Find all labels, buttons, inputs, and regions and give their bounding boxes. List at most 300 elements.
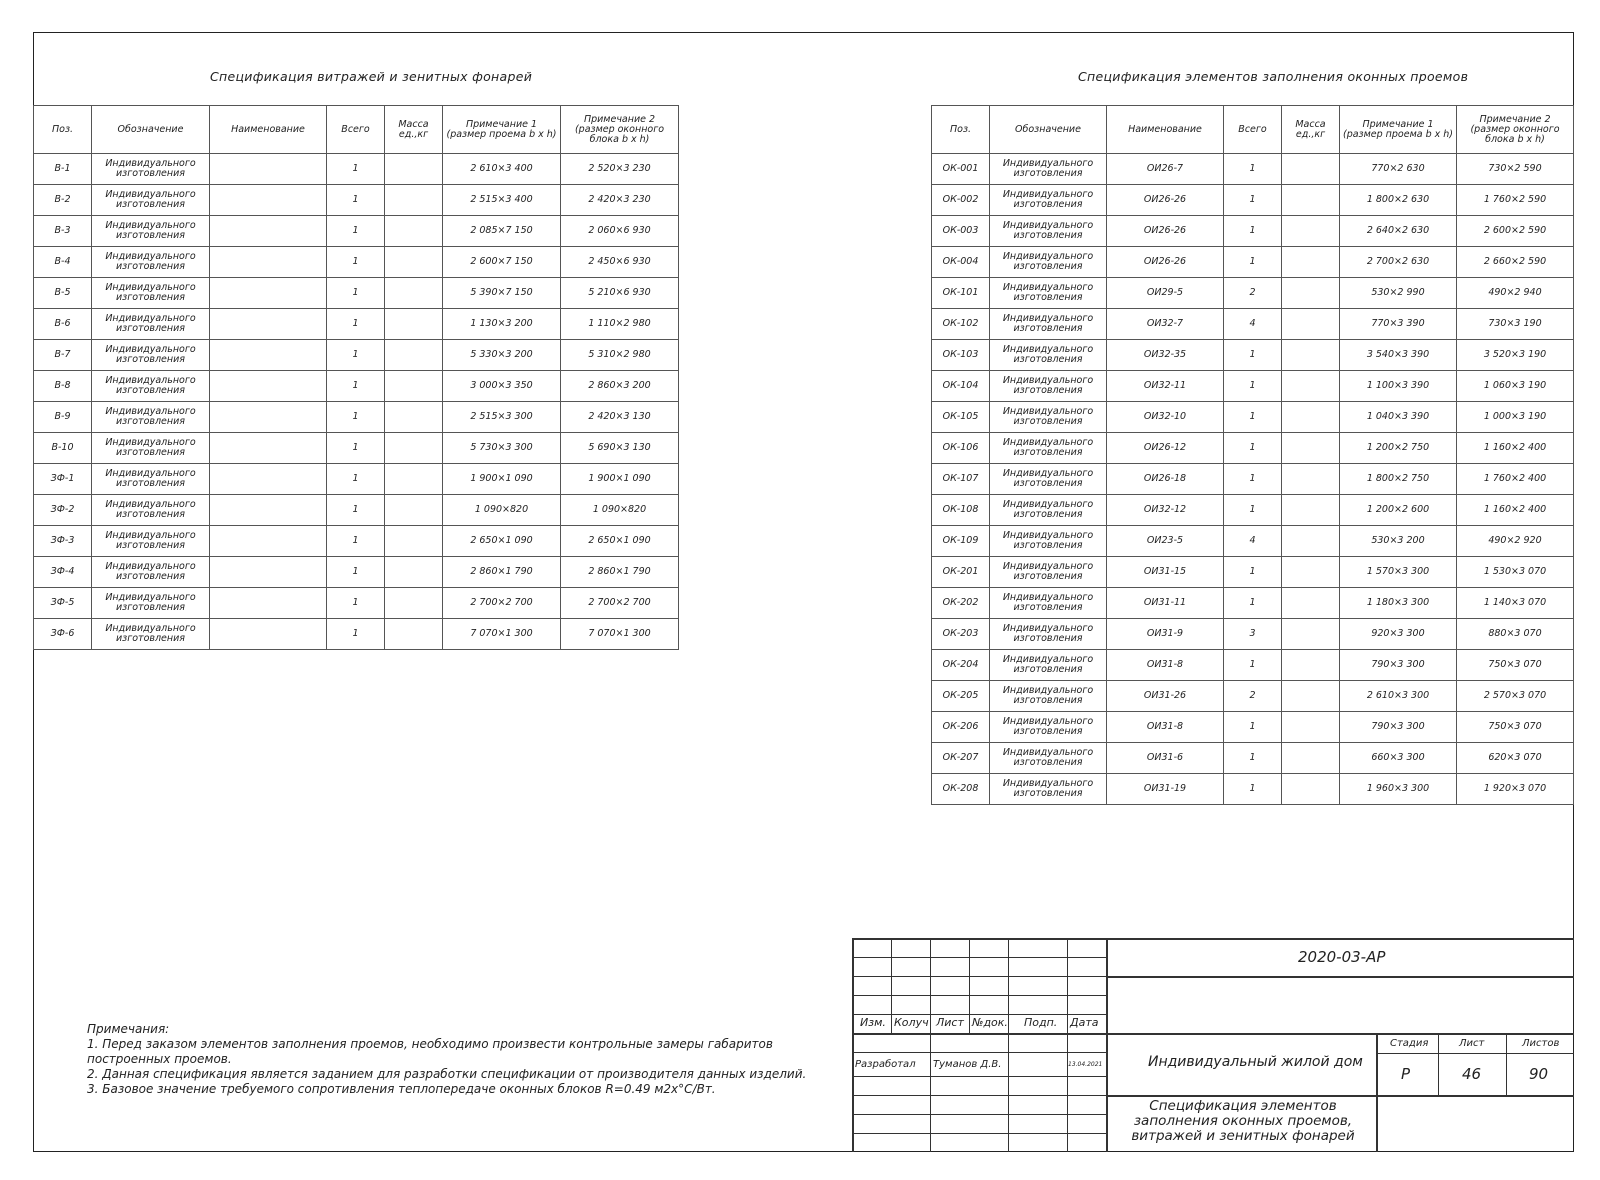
table-cell: 1 xyxy=(1224,774,1282,805)
table-cell: 2 860×1 790 xyxy=(443,557,561,588)
table-cell: Индивидуального изготовления xyxy=(990,154,1107,185)
table-cell: ОК-108 xyxy=(932,495,990,526)
table-cell xyxy=(210,371,327,402)
table-cell xyxy=(210,495,327,526)
table-cell: 2 515×3 400 xyxy=(443,185,561,216)
table-cell: 880×3 070 xyxy=(1457,619,1574,650)
table-cell: 1 xyxy=(327,402,385,433)
table-cell xyxy=(1282,619,1340,650)
table-cell xyxy=(1282,712,1340,743)
table-row xyxy=(932,526,1574,557)
col-header-list: Лист xyxy=(936,1016,964,1029)
table-row xyxy=(932,309,1574,340)
table-cell: 2 xyxy=(1224,681,1282,712)
table-row xyxy=(932,278,1574,309)
table-cell: Индивидуального изготовления xyxy=(92,154,210,185)
table-cell xyxy=(210,588,327,619)
table-cell xyxy=(1282,154,1340,185)
table-cell: ОК-201 xyxy=(932,557,990,588)
notes-block xyxy=(87,1022,847,1097)
table-cell: 2 085×7 150 xyxy=(443,216,561,247)
table-cell: 2 xyxy=(1224,278,1282,309)
table-cell: 1 570×3 300 xyxy=(1340,557,1457,588)
table-cell: 1 xyxy=(327,526,385,557)
table-cell xyxy=(385,557,443,588)
table-row xyxy=(34,154,679,185)
table-cell: ОК-206 xyxy=(932,712,990,743)
table-cell xyxy=(385,619,443,650)
table-cell: Индивидуального изготовления xyxy=(92,185,210,216)
table-cell: 1 xyxy=(1224,588,1282,619)
table-row xyxy=(932,588,1574,619)
table-cell xyxy=(385,464,443,495)
table-cell xyxy=(210,278,327,309)
table-cell: Индивидуального изготовления xyxy=(92,526,210,557)
table-cell: 1 160×2 400 xyxy=(1457,495,1574,526)
table-cell xyxy=(385,340,443,371)
right-table-title: Спецификация элементов заполнения оконных проемов xyxy=(1078,69,1469,84)
left-spec-table xyxy=(33,105,679,650)
table-cell: 1 xyxy=(1224,464,1282,495)
sheets-value: 90 xyxy=(1529,1065,1549,1083)
column-header: Поз. xyxy=(932,106,990,154)
table-cell: 1 xyxy=(1224,495,1282,526)
table-cell: В-4 xyxy=(34,247,92,278)
table-cell: Индивидуального изготовления xyxy=(92,247,210,278)
table-row xyxy=(932,650,1574,681)
table-cell xyxy=(385,402,443,433)
table-cell: Индивидуального изготовления xyxy=(990,278,1107,309)
table-cell xyxy=(210,216,327,247)
table-row xyxy=(932,371,1574,402)
table-cell xyxy=(1282,526,1340,557)
table-cell: 1 xyxy=(327,495,385,526)
table-row xyxy=(932,681,1574,712)
table-cell: Индивидуального изготовления xyxy=(990,712,1107,743)
table-cell xyxy=(1282,340,1340,371)
table-cell xyxy=(1282,743,1340,774)
table-cell: 1 000×3 190 xyxy=(1457,402,1574,433)
table-cell: 2 420×3 230 xyxy=(561,185,679,216)
table-row xyxy=(932,495,1574,526)
table-cell: Индивидуального изготовления xyxy=(990,464,1107,495)
table-cell: Индивидуального изготовления xyxy=(990,340,1107,371)
table-cell: В-6 xyxy=(34,309,92,340)
table-cell: 660×3 300 xyxy=(1340,743,1457,774)
table-cell: 1 900×1 090 xyxy=(443,464,561,495)
table-cell xyxy=(385,154,443,185)
table-cell: 1 xyxy=(1224,340,1282,371)
table-cell: 750×3 070 xyxy=(1457,712,1574,743)
col-header-ndok: №док. xyxy=(972,1016,1008,1029)
table-cell: 1 xyxy=(327,185,385,216)
table-cell xyxy=(385,185,443,216)
table-cell: ОИ26-26 xyxy=(1107,247,1224,278)
table-row xyxy=(932,185,1574,216)
table-cell: Индивидуального изготовления xyxy=(990,650,1107,681)
table-cell: 730×3 190 xyxy=(1457,309,1574,340)
table-cell xyxy=(1282,371,1340,402)
table-cell xyxy=(385,495,443,526)
table-cell: Индивидуального изготовления xyxy=(92,588,210,619)
column-header: Масса ед.,кг xyxy=(1282,106,1340,154)
table-cell: ОК-004 xyxy=(932,247,990,278)
table-cell: ЗФ-6 xyxy=(34,619,92,650)
table-cell xyxy=(1282,588,1340,619)
table-cell: ОИ31-11 xyxy=(1107,588,1224,619)
table-cell: 1 xyxy=(1224,712,1282,743)
table-row xyxy=(34,278,679,309)
table-cell: ОК-105 xyxy=(932,402,990,433)
column-header: Примечание 1 (размер проема b x h) xyxy=(1340,106,1457,154)
table-row xyxy=(34,216,679,247)
table-cell: 490×2 920 xyxy=(1457,526,1574,557)
table-cell: 1 xyxy=(1224,402,1282,433)
table-cell: Индивидуального изготовления xyxy=(92,278,210,309)
table-cell xyxy=(210,402,327,433)
table-cell xyxy=(210,557,327,588)
table-row xyxy=(932,774,1574,805)
table-row xyxy=(34,247,679,278)
table-cell: Индивидуального изготовления xyxy=(990,526,1107,557)
table-cell: ОК-202 xyxy=(932,588,990,619)
table-cell: 2 700×2 630 xyxy=(1340,247,1457,278)
table-header-row xyxy=(34,106,679,154)
table-cell: 1 xyxy=(1224,185,1282,216)
table-cell: ОИ31-26 xyxy=(1107,681,1224,712)
table-cell: ОК-103 xyxy=(932,340,990,371)
table-cell: 1 xyxy=(327,154,385,185)
table-cell: 1 200×2 750 xyxy=(1340,433,1457,464)
table-cell: ОК-205 xyxy=(932,681,990,712)
column-header: Поз. xyxy=(34,106,92,154)
table-cell: ОИ32-10 xyxy=(1107,402,1224,433)
table-cell xyxy=(1282,495,1340,526)
developer-name: Туманов Д.В. xyxy=(933,1059,1002,1070)
table-cell: 2 700×2 700 xyxy=(443,588,561,619)
table-cell xyxy=(210,526,327,557)
table-cell: 2 660×2 590 xyxy=(1457,247,1574,278)
table-cell: ЗФ-4 xyxy=(34,557,92,588)
column-header: Примечание 2 (размер оконного блока b x h) xyxy=(1457,106,1574,154)
table-cell: 1 xyxy=(327,619,385,650)
table-cell: 1 180×3 300 xyxy=(1340,588,1457,619)
table-cell: ОК-203 xyxy=(932,619,990,650)
table-cell: 1 xyxy=(1224,650,1282,681)
table-row xyxy=(932,433,1574,464)
table-cell: 1 xyxy=(1224,743,1282,774)
table-cell: 790×3 300 xyxy=(1340,650,1457,681)
table-cell: В-3 xyxy=(34,216,92,247)
table-cell xyxy=(385,247,443,278)
table-row xyxy=(34,557,679,588)
table-cell: В-1 xyxy=(34,154,92,185)
table-cell: Индивидуального изготовления xyxy=(990,216,1107,247)
table-cell: Индивидуального изготовления xyxy=(990,774,1107,805)
table-cell: 1 160×2 400 xyxy=(1457,433,1574,464)
table-cell: 2 450×6 930 xyxy=(561,247,679,278)
table-cell xyxy=(385,216,443,247)
table-row xyxy=(932,154,1574,185)
table-cell: ОИ31-8 xyxy=(1107,650,1224,681)
table-cell: Индивидуального изготовления xyxy=(990,619,1107,650)
table-cell: ОИ31-8 xyxy=(1107,712,1224,743)
table-cell xyxy=(210,154,327,185)
table-cell: 1 900×1 090 xyxy=(561,464,679,495)
table-cell: 2 700×2 700 xyxy=(561,588,679,619)
table-row xyxy=(932,247,1574,278)
table-cell xyxy=(385,526,443,557)
table-cell: 5 310×2 980 xyxy=(561,340,679,371)
table-cell: 1 200×2 600 xyxy=(1340,495,1457,526)
table-cell xyxy=(210,433,327,464)
col-header-podp: Подп. xyxy=(1024,1016,1058,1029)
table-cell: 1 xyxy=(1224,154,1282,185)
table-cell: 7 070×1 300 xyxy=(443,619,561,650)
table-cell: 1 xyxy=(327,247,385,278)
table-cell: В-7 xyxy=(34,340,92,371)
col-header-data: Дата xyxy=(1070,1016,1099,1029)
table-cell xyxy=(1282,650,1340,681)
table-cell: 730×2 590 xyxy=(1457,154,1574,185)
table-cell: ЗФ-5 xyxy=(34,588,92,619)
table-cell: 1 040×3 390 xyxy=(1340,402,1457,433)
table-cell: 4 xyxy=(1224,526,1282,557)
table-row xyxy=(34,371,679,402)
table-cell: 1 xyxy=(327,371,385,402)
table-cell: Индивидуального изготовления xyxy=(92,619,210,650)
table-cell: 3 xyxy=(1224,619,1282,650)
table-cell: Индивидуального изготовления xyxy=(990,309,1107,340)
table-cell: ОИ23-5 xyxy=(1107,526,1224,557)
stage-value: Р xyxy=(1401,1065,1411,1083)
table-row xyxy=(932,743,1574,774)
table-cell xyxy=(1282,402,1340,433)
table-cell: 1 110×2 980 xyxy=(561,309,679,340)
table-cell xyxy=(1282,464,1340,495)
table-row xyxy=(34,526,679,557)
table-cell: 7 070×1 300 xyxy=(561,619,679,650)
left-table-title: Спецификация витражей и зенитных фонарей xyxy=(210,69,533,84)
title-block xyxy=(852,938,1574,1152)
doc-code: 2020-03-АР xyxy=(1298,948,1386,966)
table-cell: ОК-107 xyxy=(932,464,990,495)
table-cell: 2 570×3 070 xyxy=(1457,681,1574,712)
table-cell: 5 690×3 130 xyxy=(561,433,679,464)
notes-heading: Примечания: xyxy=(87,1022,170,1036)
note-item: 2. Данная спецификация является заданием для разработки спецификации от производителя данных изделий. xyxy=(87,1067,807,1081)
table-cell: Индивидуального изготовления xyxy=(92,464,210,495)
table-cell: Индивидуального изготовления xyxy=(92,402,210,433)
table-cell: 1 xyxy=(327,433,385,464)
table-cell: 5 730×3 300 xyxy=(443,433,561,464)
table-cell: 750×3 070 xyxy=(1457,650,1574,681)
table-cell: 1 800×2 750 xyxy=(1340,464,1457,495)
sheet-value: 46 xyxy=(1462,1065,1482,1083)
table-cell xyxy=(1282,185,1340,216)
project-name: Индивидуальный жилой дом xyxy=(1148,1054,1363,1070)
table-cell xyxy=(1282,216,1340,247)
table-cell: Индивидуального изготовления xyxy=(92,309,210,340)
table-cell: 1 140×3 070 xyxy=(1457,588,1574,619)
table-cell: Индивидуального изготовления xyxy=(990,402,1107,433)
table-cell: 530×2 990 xyxy=(1340,278,1457,309)
col-header-izm: Изм. xyxy=(860,1016,886,1029)
table-row xyxy=(34,340,679,371)
table-row xyxy=(932,619,1574,650)
table-row xyxy=(932,216,1574,247)
table-cell: ЗФ-1 xyxy=(34,464,92,495)
table-cell: ОИ29-5 xyxy=(1107,278,1224,309)
table-cell: 1 960×3 300 xyxy=(1340,774,1457,805)
table-row xyxy=(34,464,679,495)
table-cell: 790×3 300 xyxy=(1340,712,1457,743)
table-cell: 1 xyxy=(1224,557,1282,588)
stage-label: Стадия xyxy=(1390,1038,1429,1049)
table-cell: Индивидуального изготовления xyxy=(92,433,210,464)
table-header-row xyxy=(932,106,1574,154)
table-cell: 770×2 630 xyxy=(1340,154,1457,185)
developed-label: Разработал xyxy=(855,1059,916,1070)
table-cell: ЗФ-3 xyxy=(34,526,92,557)
table-cell: ОК-207 xyxy=(932,743,990,774)
table-cell: ОК-104 xyxy=(932,371,990,402)
dev-date: 13.04.2021 xyxy=(1068,1061,1103,1068)
table-cell: Индивидуального изготовления xyxy=(990,371,1107,402)
table-cell: 5 390×7 150 xyxy=(443,278,561,309)
sheet-title: Спецификация элементов заполнения оконных проемов, витражей и зенитных фонарей xyxy=(1131,1098,1355,1144)
table-cell: 2 060×6 930 xyxy=(561,216,679,247)
table-cell: ОК-003 xyxy=(932,216,990,247)
table-cell: Индивидуального изготовления xyxy=(92,371,210,402)
table-cell: Индивидуального изготовления xyxy=(92,216,210,247)
table-cell: В-2 xyxy=(34,185,92,216)
table-cell: В-10 xyxy=(34,433,92,464)
table-cell: 2 650×1 090 xyxy=(443,526,561,557)
right-spec-table xyxy=(931,105,1574,805)
table-cell: ОИ31-19 xyxy=(1107,774,1224,805)
table-cell: ОИ26-12 xyxy=(1107,433,1224,464)
table-cell xyxy=(385,588,443,619)
table-cell: ОК-002 xyxy=(932,185,990,216)
table-cell: ОИ31-6 xyxy=(1107,743,1224,774)
column-header: Всего xyxy=(1224,106,1282,154)
table-cell: 1 920×3 070 xyxy=(1457,774,1574,805)
sheet-label: Лист xyxy=(1459,1038,1485,1049)
table-row xyxy=(34,619,679,650)
table-cell xyxy=(1282,557,1340,588)
table-cell: 2 860×1 790 xyxy=(561,557,679,588)
table-cell: Индивидуального изготовления xyxy=(990,495,1107,526)
table-cell xyxy=(1282,278,1340,309)
table-cell: 1 xyxy=(327,340,385,371)
table-cell: ОИ32-7 xyxy=(1107,309,1224,340)
table-cell: 920×3 300 xyxy=(1340,619,1457,650)
table-cell: 1 xyxy=(1224,216,1282,247)
table-cell: 5 210×6 930 xyxy=(561,278,679,309)
table-cell: 2 600×7 150 xyxy=(443,247,561,278)
table-cell xyxy=(385,433,443,464)
table-cell: 1 100×3 390 xyxy=(1340,371,1457,402)
table-cell: ОИ26-7 xyxy=(1107,154,1224,185)
table-cell: 2 420×3 130 xyxy=(561,402,679,433)
table-cell: 1 060×3 190 xyxy=(1457,371,1574,402)
table-cell: ОК-109 xyxy=(932,526,990,557)
table-row xyxy=(34,588,679,619)
table-cell: 1 760×2 400 xyxy=(1457,464,1574,495)
table-cell: 2 610×3 400 xyxy=(443,154,561,185)
table-cell: 1 xyxy=(327,216,385,247)
table-cell: Индивидуального изготовления xyxy=(990,743,1107,774)
table-cell: Индивидуального изготовления xyxy=(990,557,1107,588)
table-cell: Индивидуального изготовления xyxy=(92,557,210,588)
table-cell: Индивидуального изготовления xyxy=(92,495,210,526)
table-cell xyxy=(385,309,443,340)
table-cell: ОИ31-9 xyxy=(1107,619,1224,650)
note-item: 3. Базовое значение требуемого сопротивления теплопередаче оконных блоков R=0.49 м2х°С/Вт. xyxy=(87,1082,716,1096)
table-cell: 1 xyxy=(1224,433,1282,464)
table-cell: ОИ26-26 xyxy=(1107,185,1224,216)
column-header: Наименование xyxy=(210,106,327,154)
table-cell xyxy=(210,247,327,278)
table-cell: 1 130×3 200 xyxy=(443,309,561,340)
table-cell: Индивидуального изготовления xyxy=(990,588,1107,619)
table-cell xyxy=(210,464,327,495)
table-cell: 1 xyxy=(327,278,385,309)
table-row xyxy=(34,185,679,216)
table-cell: 1 xyxy=(327,309,385,340)
table-cell: 1 800×2 630 xyxy=(1340,185,1457,216)
table-cell xyxy=(210,340,327,371)
table-cell: ЗФ-2 xyxy=(34,495,92,526)
table-cell: ОК-204 xyxy=(932,650,990,681)
table-cell: Индивидуального изготовления xyxy=(990,681,1107,712)
table-row xyxy=(932,712,1574,743)
table-cell: ОИ26-18 xyxy=(1107,464,1224,495)
table-cell: 4 xyxy=(1224,309,1282,340)
table-cell: Индивидуального изготовления xyxy=(990,247,1107,278)
table-cell: 5 330×3 200 xyxy=(443,340,561,371)
column-header: Наименование xyxy=(1107,106,1224,154)
table-cell: ОК-102 xyxy=(932,309,990,340)
column-header: Обозначение xyxy=(92,106,210,154)
table-cell xyxy=(385,371,443,402)
table-row xyxy=(34,402,679,433)
table-cell: 3 000×3 350 xyxy=(443,371,561,402)
table-cell: Индивидуального изготовления xyxy=(990,433,1107,464)
table-cell: Индивидуального изготовления xyxy=(990,185,1107,216)
table-cell: ОИ31-15 xyxy=(1107,557,1224,588)
table-cell: 770×3 390 xyxy=(1340,309,1457,340)
table-cell: 1 090×820 xyxy=(443,495,561,526)
table-cell xyxy=(1282,433,1340,464)
table-cell: ОК-101 xyxy=(932,278,990,309)
table-row xyxy=(34,495,679,526)
table-cell: 1 xyxy=(1224,247,1282,278)
table-cell: 620×3 070 xyxy=(1457,743,1574,774)
table-cell: 1 xyxy=(327,557,385,588)
table-cell: 2 860×3 200 xyxy=(561,371,679,402)
table-cell: 2 520×3 230 xyxy=(561,154,679,185)
table-cell: 1 xyxy=(1224,371,1282,402)
table-cell: В-8 xyxy=(34,371,92,402)
table-cell: 3 540×3 390 xyxy=(1340,340,1457,371)
table-cell xyxy=(1282,681,1340,712)
column-header: Примечание 2 (размер оконного блока b x h) xyxy=(561,106,679,154)
table-cell: ОИ32-35 xyxy=(1107,340,1224,371)
table-cell: ОИ32-12 xyxy=(1107,495,1224,526)
table-row xyxy=(34,433,679,464)
